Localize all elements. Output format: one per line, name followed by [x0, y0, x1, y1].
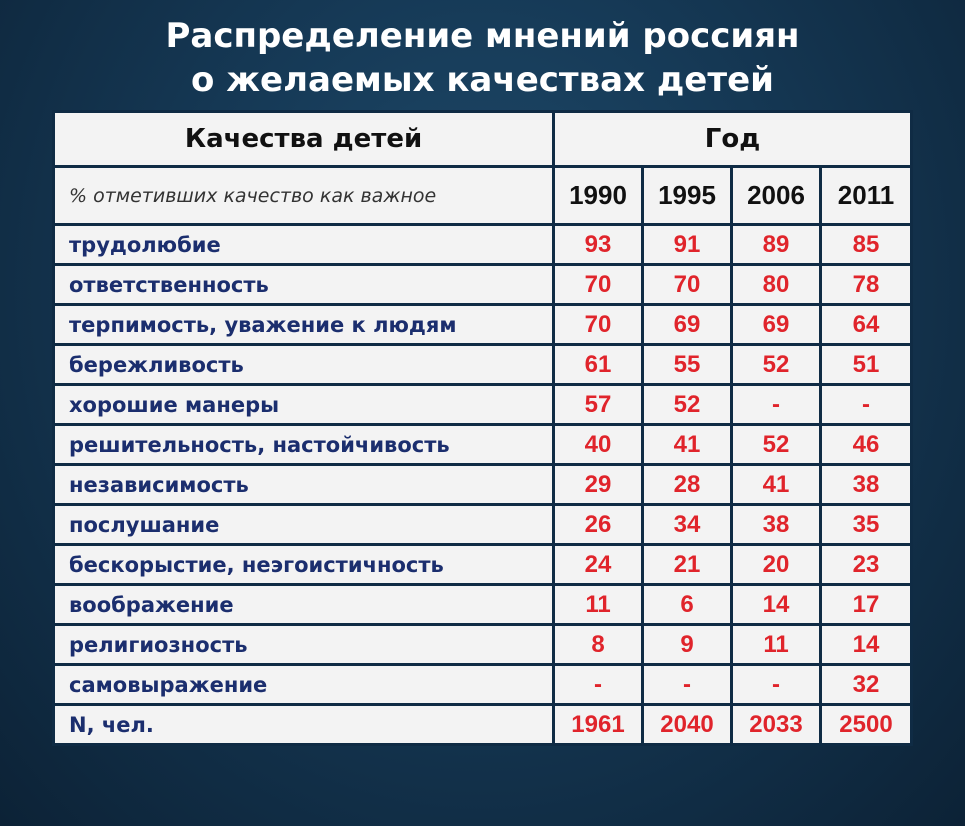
row-label: воображение — [54, 585, 554, 625]
subheader-percent: % отметивших качество как важное — [54, 167, 554, 225]
table-row — [54, 585, 912, 625]
cell-value: - — [554, 665, 643, 705]
title-line-2: о желаемых качествах детей — [191, 60, 774, 100]
chart-title — [0, 14, 965, 102]
cell-value: 29 — [554, 465, 643, 505]
cell-value: 52 — [732, 345, 821, 385]
cell-value: 38 — [821, 465, 912, 505]
table-row — [54, 305, 912, 345]
year-1995: 1995 — [643, 167, 732, 225]
table-row — [54, 465, 912, 505]
cell-value: 8 — [554, 625, 643, 665]
cell-value: 52 — [643, 385, 732, 425]
cell-value: 80 — [732, 265, 821, 305]
cell-value: 17 — [821, 585, 912, 625]
cell-value: 34 — [643, 505, 732, 545]
cell-value: 26 — [554, 505, 643, 545]
row-label: бескорыстие, неэгоистичность — [54, 545, 554, 585]
cell-value: - — [643, 665, 732, 705]
cell-value: 35 — [821, 505, 912, 545]
cell-value: 11 — [554, 585, 643, 625]
row-label: N, чел. — [54, 705, 554, 745]
cell-value: 41 — [643, 425, 732, 465]
cell-value: 2500 — [821, 705, 912, 745]
cell-value: 38 — [732, 505, 821, 545]
table-row — [54, 345, 912, 385]
row-label: послушание — [54, 505, 554, 545]
cell-value: 28 — [643, 465, 732, 505]
table-row — [54, 545, 912, 585]
table-row — [54, 625, 912, 665]
cell-value: 91 — [643, 225, 732, 265]
row-label: трудолюбие — [54, 225, 554, 265]
header-year: Год — [554, 112, 912, 167]
cell-value: 70 — [554, 305, 643, 345]
cell-value: 85 — [821, 225, 912, 265]
cell-value: 69 — [732, 305, 821, 345]
cell-value: 89 — [732, 225, 821, 265]
cell-value: 78 — [821, 265, 912, 305]
row-label: решительность, настойчивость — [54, 425, 554, 465]
cell-value: 70 — [554, 265, 643, 305]
table-row — [54, 225, 912, 265]
row-label: бережливость — [54, 345, 554, 385]
cell-value: 57 — [554, 385, 643, 425]
table-row — [54, 385, 912, 425]
table-row — [54, 705, 912, 745]
cell-value: 70 — [643, 265, 732, 305]
cell-value: 9 — [643, 625, 732, 665]
cell-value: 51 — [821, 345, 912, 385]
cell-value: 24 — [554, 545, 643, 585]
row-label: хорошие манеры — [54, 385, 554, 425]
cell-value: 14 — [732, 585, 821, 625]
cell-value: 32 — [821, 665, 912, 705]
cell-value: 6 — [643, 585, 732, 625]
cell-value: 61 — [554, 345, 643, 385]
header-row — [54, 112, 912, 167]
cell-value: 11 — [732, 625, 821, 665]
cell-value: 1961 — [554, 705, 643, 745]
table-row — [54, 665, 912, 705]
row-label: ответственность — [54, 265, 554, 305]
cell-value: 2040 — [643, 705, 732, 745]
opinion-table — [52, 110, 913, 746]
cell-value: - — [821, 385, 912, 425]
cell-value: 14 — [821, 625, 912, 665]
cell-value: - — [732, 385, 821, 425]
cell-value: 52 — [732, 425, 821, 465]
row-label: терпимость, уважение к людям — [54, 305, 554, 345]
subheader-row — [54, 167, 912, 225]
row-label: самовыражение — [54, 665, 554, 705]
year-2006: 2006 — [732, 167, 821, 225]
header-qualities: Качества детей — [54, 112, 554, 167]
table-row — [54, 505, 912, 545]
cell-value: 2033 — [732, 705, 821, 745]
cell-value: 46 — [821, 425, 912, 465]
cell-value: 41 — [732, 465, 821, 505]
cell-value: 20 — [732, 545, 821, 585]
year-1990: 1990 — [554, 167, 643, 225]
cell-value: 21 — [643, 545, 732, 585]
table-row — [54, 425, 912, 465]
title-line-1: Распределение мнений россиян — [165, 16, 800, 56]
cell-value: 23 — [821, 545, 912, 585]
cell-value: 69 — [643, 305, 732, 345]
cell-value: 40 — [554, 425, 643, 465]
table-row — [54, 265, 912, 305]
cell-value: 93 — [554, 225, 643, 265]
cell-value: 64 — [821, 305, 912, 345]
row-label: независимость — [54, 465, 554, 505]
cell-value: - — [732, 665, 821, 705]
year-2011: 2011 — [821, 167, 912, 225]
cell-value: 55 — [643, 345, 732, 385]
row-label: религиозность — [54, 625, 554, 665]
